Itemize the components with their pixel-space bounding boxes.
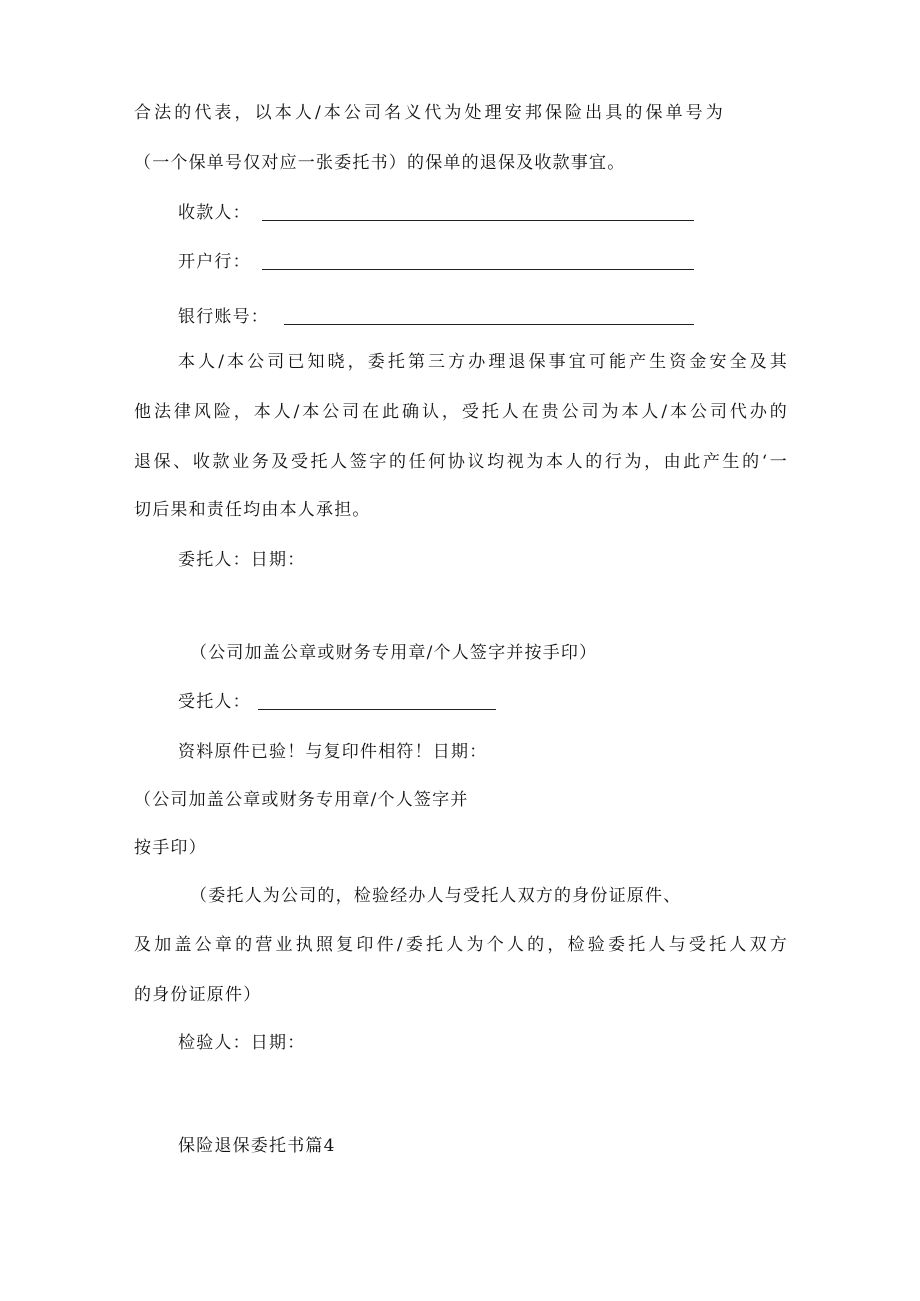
risk-paragraph-line-4: 切后果和责任均由本人承担。 (134, 500, 371, 520)
bank-label: 开户行： (178, 252, 251, 272)
verified-date-label: 资料原件已验！与复印件相符！日期： (178, 742, 488, 762)
seal-note-2-line-1: （公司加盖公章或财务专用章/个人签字并 (134, 790, 469, 810)
principal-date-label: 委托人：日期： (178, 550, 306, 570)
account-label: 银行账号： (178, 307, 269, 327)
payee-blank-line (262, 220, 694, 221)
risk-paragraph-line-1: 本人/本公司已知晓，委托第三方办理退保事宜可能产生资金安全及其 (178, 352, 788, 372)
bank-blank-line (262, 269, 694, 270)
risk-paragraph-line-2: 他法律风险，本人/本公司在此确认，受托人在贵公司为本人/本公司代办的 (134, 402, 788, 422)
payee-label: 收款人： (178, 203, 251, 223)
text-line-legal-rep: 合法的代表，以本人/本公司名义代为处理安邦保险出具的保单号为 (134, 103, 724, 123)
seal-note-2-line-2: 按手印） (134, 838, 207, 858)
inspector-date-label: 检验人：日期： (178, 1033, 306, 1053)
text-line-policy-note: （一个保单号仅对应一张委托书）的保单的退保及收款事宜。 (134, 153, 626, 173)
seal-note-1: （公司加盖公章或财务专用章/个人签字并按手印） (190, 643, 598, 663)
check-note-line-1: （委托人为公司的，检验经办人与受托人双方的身份证原件、 (190, 886, 682, 906)
account-blank-line (284, 324, 694, 325)
next-section-title: 保险退保委托书篇4 (178, 1136, 336, 1156)
agent-blank-line (258, 709, 496, 710)
agent-label: 受托人： (178, 692, 251, 712)
check-note-line-3: 的身份证原件） (134, 985, 262, 1005)
risk-paragraph-line-3: 退保、收款业务及受托人签字的任何协议均视为本人的行为，由此产生的‘一 (134, 452, 788, 472)
check-note-line-2: 及加盖公章的营业执照复印件/委托人为个人的，检验委托人与受托人双方 (134, 935, 788, 955)
